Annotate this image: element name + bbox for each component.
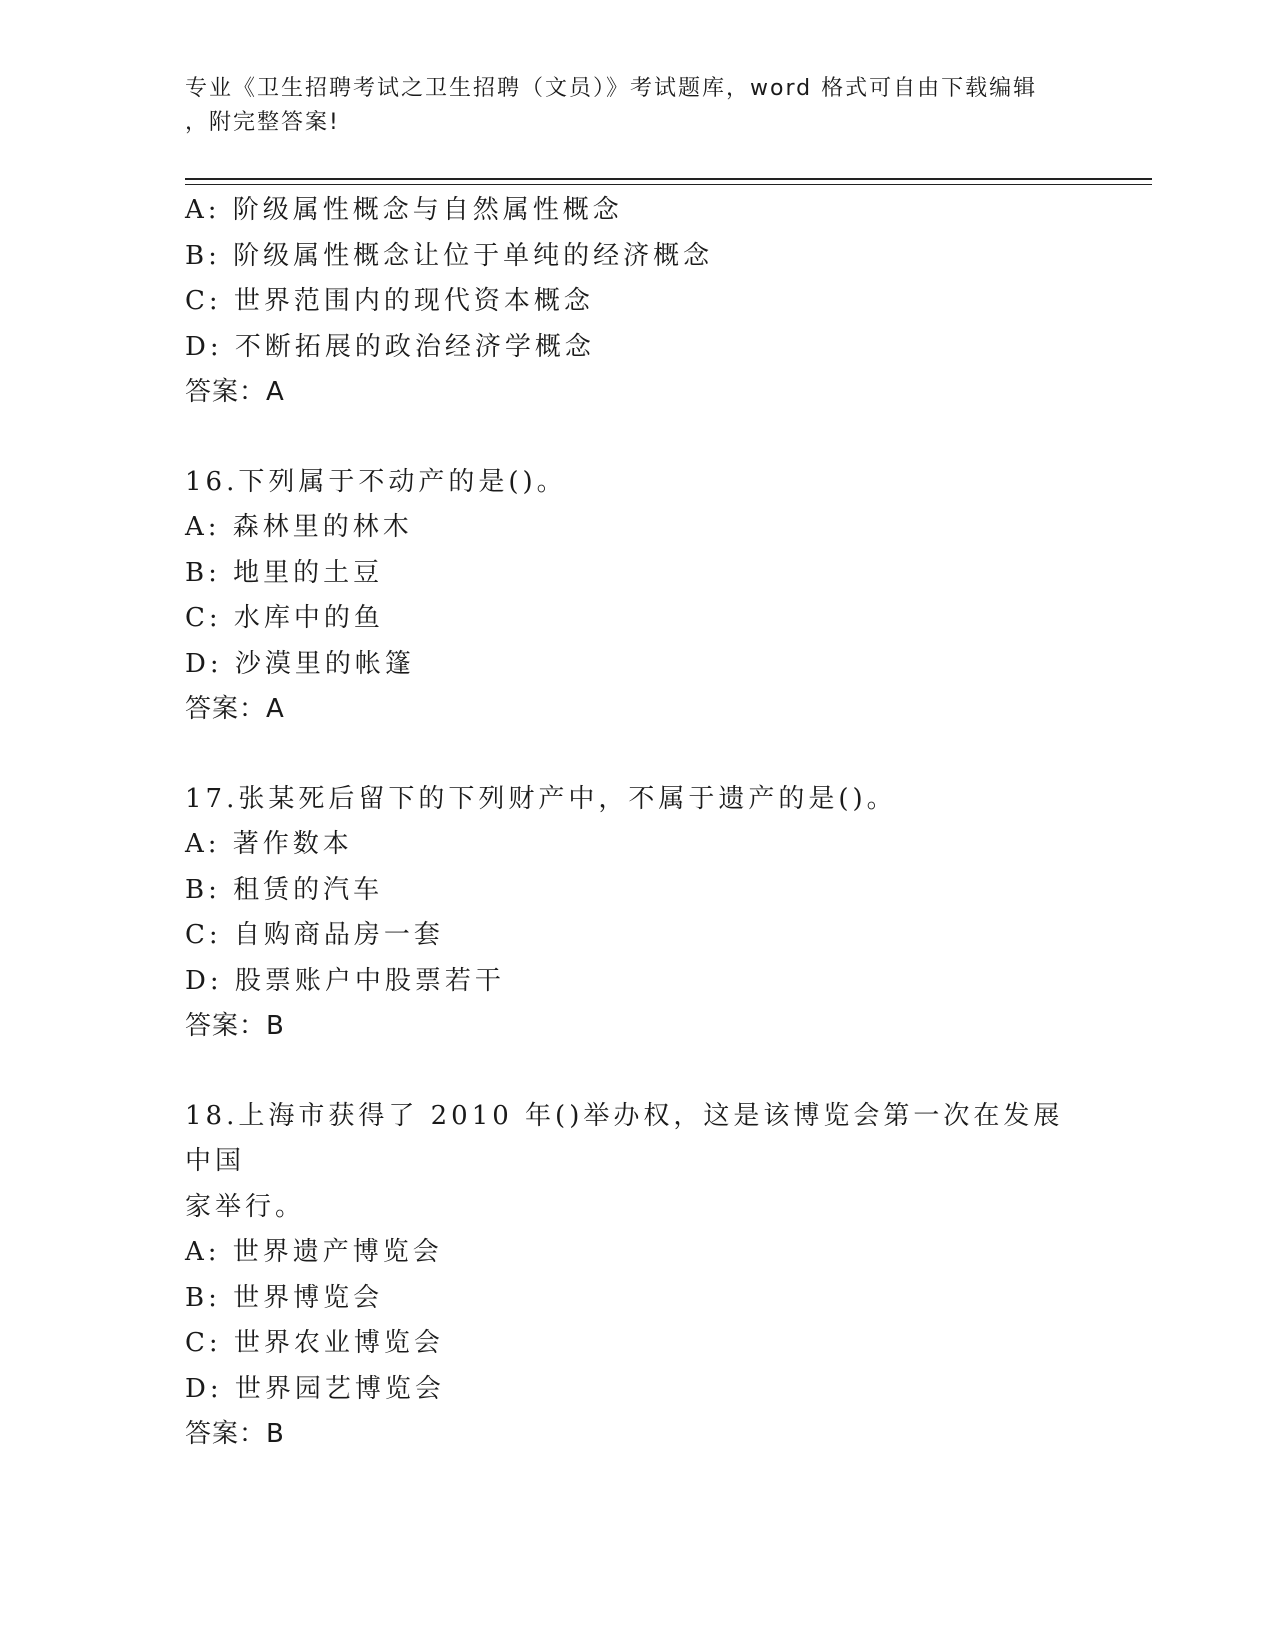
option-a: A: 世界遗产博览会 xyxy=(185,1237,443,1267)
option-b: B: 租赁的汽车 xyxy=(185,874,384,905)
question-text: 17.张某死后留下的下列财产中，不属于遗产的是()。 xyxy=(185,783,897,814)
question-block-15 xyxy=(185,188,1085,416)
question-text-line-1: 18.上海市获得了 2010 年()举办权，这是该博览会第一次在发展中国 xyxy=(185,1100,1064,1176)
option-d: D: 股票账户中股票若干 xyxy=(185,965,505,996)
option-d: D: 不断拓展的政治经济学概念 xyxy=(185,331,595,362)
option-c: C: 水库中的鱼 xyxy=(185,603,384,633)
spacer xyxy=(185,1050,1085,1094)
option-a: A: 阶级属性概念与自然属性概念 xyxy=(185,195,623,225)
option-a: A: 森林里的林木 xyxy=(185,512,413,542)
option-b: B: 世界博览会 xyxy=(185,1282,384,1313)
answer-line: 答案：A xyxy=(185,694,285,724)
question-list xyxy=(185,188,1085,1458)
header-divider-thick xyxy=(185,178,1152,180)
option-d: D: 世界园艺博览会 xyxy=(185,1373,445,1404)
document-header xyxy=(185,72,1085,140)
answer-line: 答案：B xyxy=(185,1419,285,1449)
option-c: C: 世界范围内的现代资本概念 xyxy=(185,286,594,316)
answer-line: 答案：B xyxy=(185,1011,285,1041)
spacer xyxy=(185,416,1085,460)
question-block-17 xyxy=(185,777,1085,1050)
header-line-2: ，附完整答案! xyxy=(185,110,340,135)
option-c: C: 世界农业博览会 xyxy=(185,1328,444,1358)
header-line-1: 专业《卫生招聘考试之卫生招聘（文员）》考试题库，word 格式可自由下载编辑 xyxy=(185,76,1038,101)
question-block-18 xyxy=(185,1094,1085,1458)
option-c: C: 自购商品房一套 xyxy=(185,920,444,950)
spacer xyxy=(185,733,1085,777)
option-d: D: 沙漠里的帐篷 xyxy=(185,648,415,679)
option-a: A: 著作数本 xyxy=(185,829,353,859)
question-text: 16.下列属于不动产的是()。 xyxy=(185,466,567,497)
question-text-line-2: 家举行。 xyxy=(185,1191,306,1222)
question-block-16 xyxy=(185,460,1085,733)
answer-line: 答案：A xyxy=(185,377,285,407)
option-b: B: 阶级属性概念让位于单纯的经济概念 xyxy=(185,240,714,271)
option-b: B: 地里的土豆 xyxy=(185,557,384,588)
header-divider-thin xyxy=(185,184,1152,185)
